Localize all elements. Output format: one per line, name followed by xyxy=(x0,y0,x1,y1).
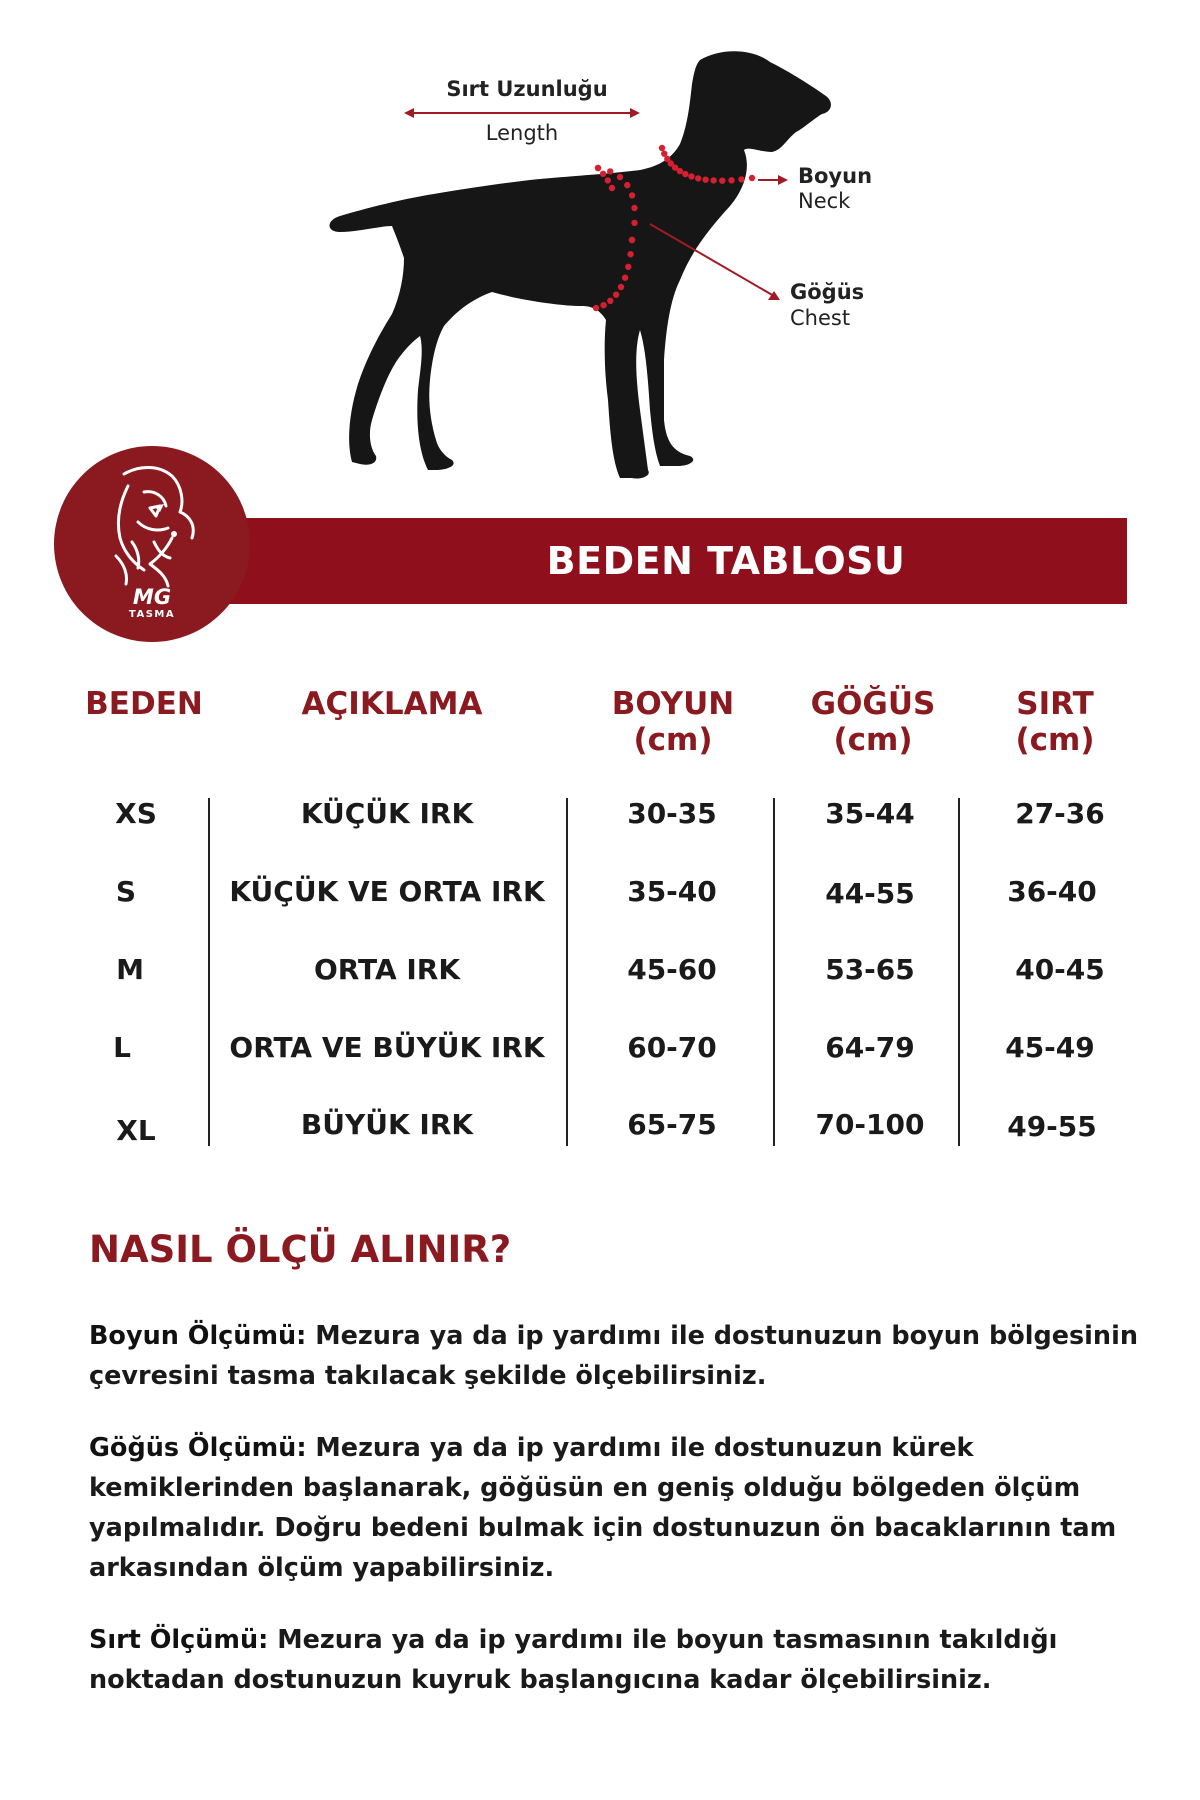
header-sirt-unit: (cm) xyxy=(1015,722,1095,758)
back-measurement-text: Mezura ya da ip yardımı ile boyun tasmasının takıldığı noktadan dostunuzun kuyruk başlangıcına kadar ölçebilirsiniz. xyxy=(89,1625,1058,1695)
header-boyun-label: BOYUN xyxy=(611,686,735,722)
row-size: XS xyxy=(115,797,157,830)
howto-title: NASIL ÖLÇÜ ALINIR? xyxy=(89,1228,512,1271)
brand-logo xyxy=(54,446,250,642)
measure-dot xyxy=(695,175,701,181)
row-back: 45-49 xyxy=(1005,1031,1095,1064)
measure-dot xyxy=(605,177,611,183)
row-chest: 53-65 xyxy=(825,953,915,986)
measure-dot xyxy=(728,177,734,183)
measure-dot xyxy=(749,175,755,181)
chest-label-en: Chest xyxy=(790,306,851,330)
chest-label-tr: Göğüs xyxy=(790,280,865,304)
measure-dot xyxy=(659,145,665,151)
header-sirt xyxy=(995,686,1115,758)
row-back: 36-40 xyxy=(1007,875,1097,908)
measure-dot xyxy=(688,173,694,179)
header-beden: BEDEN xyxy=(85,686,203,722)
neck-measurement-label: Boyun Ölçümü: xyxy=(89,1321,307,1351)
row-description: KÜÇÜK VE ORTA IRK xyxy=(229,875,545,908)
banner-title: BEDEN TABLOSU xyxy=(546,539,906,583)
size-chart-banner xyxy=(215,518,1127,604)
row-chest: 64-79 xyxy=(825,1031,915,1064)
row-back: 40-45 xyxy=(1015,953,1105,986)
header-gogus-unit: (cm) xyxy=(833,722,913,758)
column-divider xyxy=(208,798,210,1146)
row-size: M xyxy=(116,953,144,986)
neck-measurement-text: Mezura ya da ip yardımı ile dostunuzun boyun bölgesinin çevresini tasma takılacak şekilde ölçebilirsiniz. xyxy=(89,1321,1138,1391)
row-neck: 45-60 xyxy=(627,953,717,986)
measure-dot xyxy=(625,264,631,270)
measure-dot xyxy=(702,177,708,183)
measure-dot xyxy=(629,192,635,198)
neck-measurement-paragraph xyxy=(89,1316,1139,1396)
back-measurement-label: Sırt Ölçümü: xyxy=(89,1625,269,1655)
header-gogus-label: GÖĞÜS xyxy=(810,686,936,722)
header-boyun xyxy=(598,686,748,758)
dog-measurement-diagram xyxy=(0,0,1200,500)
header-gogus xyxy=(793,686,953,758)
chest-measurement-label: Göğüs Ölçümü: xyxy=(89,1433,307,1463)
measure-dot xyxy=(631,205,637,211)
row-neck: 35-40 xyxy=(627,875,717,908)
column-divider xyxy=(773,798,775,1146)
measure-dot xyxy=(613,292,619,298)
measure-dot xyxy=(600,302,606,308)
row-neck: 60-70 xyxy=(627,1031,717,1064)
measure-dot xyxy=(719,178,725,184)
measure-dot xyxy=(600,171,606,177)
row-neck: 65-75 xyxy=(627,1108,717,1141)
chest-measurement-paragraph xyxy=(89,1428,1139,1588)
measure-dot xyxy=(624,182,630,188)
row-size: L xyxy=(113,1031,131,1064)
measure-dot xyxy=(677,168,683,174)
header-aciklama: AÇIKLAMA xyxy=(301,686,483,722)
logo-tasma-text: TASMA xyxy=(128,609,176,620)
length-label-tr: Sırt Uzunluğu xyxy=(446,77,608,101)
header-sirt-label: SIRT xyxy=(1016,686,1094,722)
row-description: ORTA IRK xyxy=(313,953,461,986)
neck-label-tr: Boyun xyxy=(798,164,873,188)
measure-dot xyxy=(595,165,601,171)
column-divider xyxy=(566,798,568,1146)
row-size: S xyxy=(115,875,137,908)
dog-silhouette xyxy=(330,51,831,478)
measure-dot xyxy=(631,220,637,226)
row-description: BÜYÜK IRK xyxy=(300,1108,474,1141)
measure-dot xyxy=(629,237,635,243)
measure-dot xyxy=(682,171,688,177)
row-chest: 35-44 xyxy=(825,797,915,830)
measure-dot xyxy=(609,185,615,191)
measure-dot xyxy=(618,284,624,290)
row-back: 27-36 xyxy=(1015,797,1105,830)
row-description: ORTA VE BÜYÜK IRK xyxy=(229,1031,545,1064)
chest-measurement-text: Mezura ya da ip yardımı ile dostunuzun kürek kemiklerinden başlanarak, göğüsün en geniş olduğu bölgeden ölçüm yapılmalıdır. Doğru bedeni bulmak için dostunuzun ön bacaklarının tam arkasından ölçüm yapabilirsiniz. xyxy=(89,1433,1117,1583)
header-boyun-unit: (cm) xyxy=(633,722,713,758)
measure-dot xyxy=(593,305,599,311)
row-chest: 44-55 xyxy=(825,877,915,910)
back-measurement-paragraph xyxy=(89,1620,1139,1700)
column-divider xyxy=(958,798,960,1146)
length-label-en: Length xyxy=(485,121,559,145)
row-chest: 70-100 xyxy=(815,1108,925,1141)
neck-label-en: Neck xyxy=(798,189,851,213)
measure-dot xyxy=(738,176,744,182)
measure-dot xyxy=(710,177,716,183)
logo-mg-text: MG xyxy=(132,585,172,609)
row-back: 49-55 xyxy=(1007,1110,1097,1143)
measure-dot xyxy=(617,174,623,180)
measure-dot xyxy=(627,251,633,257)
measure-dot xyxy=(622,275,628,281)
row-description: KÜÇÜK IRK xyxy=(300,797,474,830)
measure-dot xyxy=(607,298,613,304)
measure-dot xyxy=(607,168,613,174)
row-size: XL xyxy=(116,1114,156,1147)
row-neck: 30-35 xyxy=(627,797,717,830)
